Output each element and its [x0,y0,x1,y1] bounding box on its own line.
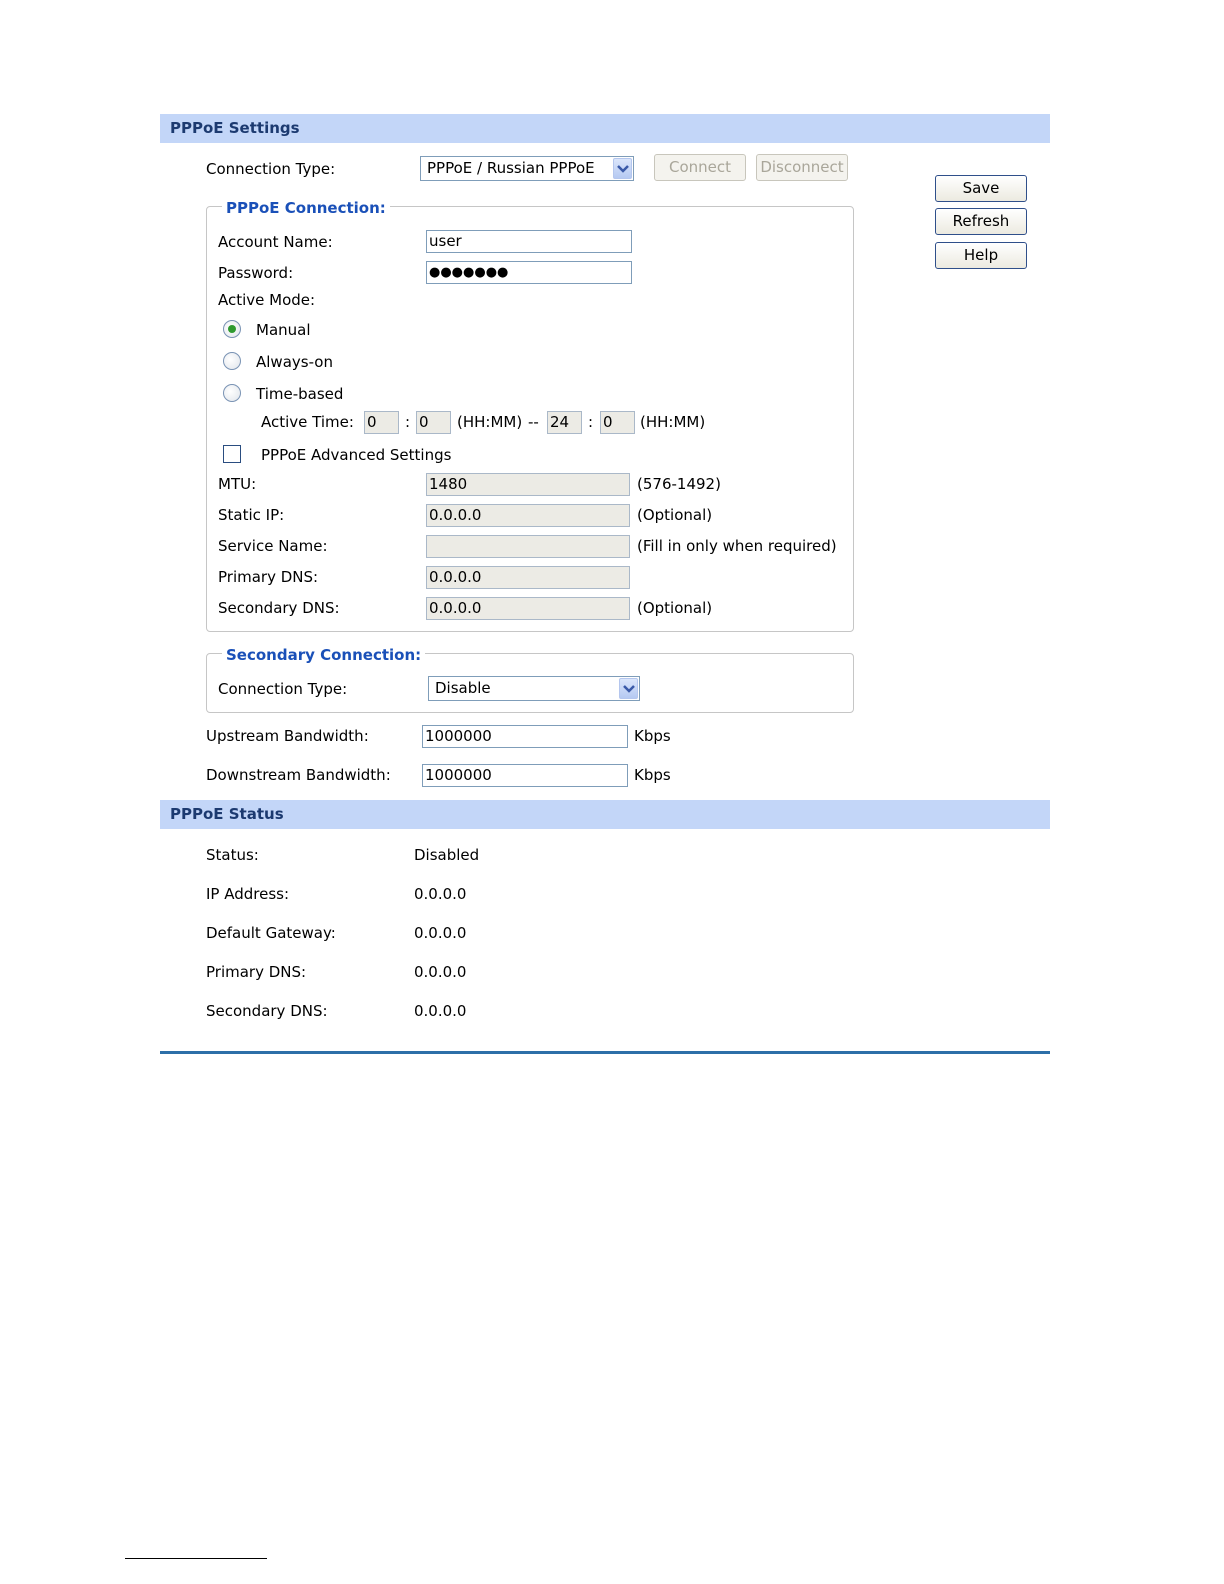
status-label: Status: [206,846,259,864]
connection-type-value: PPPoE / Russian PPPoE [427,159,595,177]
radio-always-on[interactable] [223,352,241,370]
time-colon: : [405,413,411,431]
radio-always-on-label: Always-on [256,353,333,371]
secondary-dns-input[interactable]: 0.0.0.0 [426,597,630,620]
secondary-type-select[interactable] [428,676,640,701]
save-button[interactable]: Save [935,175,1027,202]
status-secondary-dns-label: Secondary DNS: [206,1002,328,1020]
service-name-label: Service Name: [218,537,328,555]
radio-manual-label: Manual [256,321,311,339]
primary-dns-label: Primary DNS: [218,568,319,586]
secondary-connection-legend: Secondary Connection: [222,645,425,665]
settings-header [160,114,1050,143]
upstream-bandwidth-input[interactable]: 1000000 [422,725,628,748]
advanced-settings-label: PPPoE Advanced Settings [261,446,452,464]
status-header [160,800,1050,829]
chevron-down-icon [613,158,632,179]
start-hour-input[interactable]: 0 [364,411,399,434]
chevron-down-icon [619,678,638,699]
time-range-dash: -- [528,413,539,431]
active-mode-label: Active Mode: [218,291,316,309]
status-secondary-dns-value: 0.0.0.0 [414,1002,467,1020]
end-minute-input[interactable]: 0 [600,411,635,434]
refresh-button[interactable]: Refresh [935,208,1027,235]
ip-address-label: IP Address: [206,885,290,903]
secondary-type-label: Connection Type: [218,680,348,698]
secondary-type-value: Disable [435,679,491,697]
status-primary-dns-label: Primary DNS: [206,963,307,981]
account-name-input[interactable]: user [426,230,632,253]
static-ip-label: Static IP: [218,506,285,524]
downstream-bandwidth-input[interactable]: 1000000 [422,764,628,787]
mtu-hint: (576-1492) [637,475,721,493]
ip-address-value: 0.0.0.0 [414,885,467,903]
service-name-input[interactable] [426,535,630,558]
active-time-label: Active Time: [261,413,354,431]
service-name-hint: (Fill in only when required) [637,537,837,555]
upstream-bandwidth-label: Upstream Bandwidth: [206,727,369,745]
advanced-settings-checkbox[interactable] [223,445,241,463]
secondary-dns-label: Secondary DNS: [218,599,340,617]
pppoe-connection-legend: PPPoE Connection: [222,198,390,218]
mtu-input[interactable]: 1480 [426,473,630,496]
downstream-unit: Kbps [634,766,671,784]
settings-header-title: PPPoE Settings [170,119,300,137]
upstream-unit: Kbps [634,727,671,745]
status-header-title: PPPoE Status [170,805,284,823]
connection-type-select[interactable] [420,156,634,181]
time-colon: : [588,413,594,431]
downstream-bandwidth-label: Downstream Bandwidth: [206,766,391,784]
account-name-label: Account Name: [218,233,333,251]
time-format-hint: (HH:MM) [457,413,523,431]
connect-button[interactable]: Connect [654,154,746,181]
password-label: Password: [218,264,294,282]
radio-time-based[interactable] [223,384,241,402]
default-gateway-value: 0.0.0.0 [414,924,467,942]
static-ip-hint: (Optional) [637,506,713,524]
static-ip-input[interactable]: 0.0.0.0 [426,504,630,527]
default-gateway-label: Default Gateway: [206,924,336,942]
bottom-divider [160,1051,1050,1054]
password-input[interactable]: ●●●●●●● [426,261,632,284]
mtu-label: MTU: [218,475,257,493]
start-minute-input[interactable]: 0 [416,411,451,434]
help-button[interactable]: Help [935,242,1027,269]
status-value: Disabled [414,846,480,864]
connection-type-label: Connection Type: [206,160,336,178]
primary-dns-input[interactable]: 0.0.0.0 [426,566,630,589]
status-primary-dns-value: 0.0.0.0 [414,963,467,981]
disconnect-button[interactable]: Disconnect [756,154,848,181]
radio-time-based-label: Time-based [256,385,344,403]
time-format-hint: (HH:MM) [640,413,706,431]
end-hour-input[interactable]: 24 [547,411,582,434]
footnote-rule [125,1558,267,1559]
radio-manual[interactable] [223,320,241,338]
secondary-dns-hint: (Optional) [637,599,713,617]
radio-selected-dot [228,325,236,333]
